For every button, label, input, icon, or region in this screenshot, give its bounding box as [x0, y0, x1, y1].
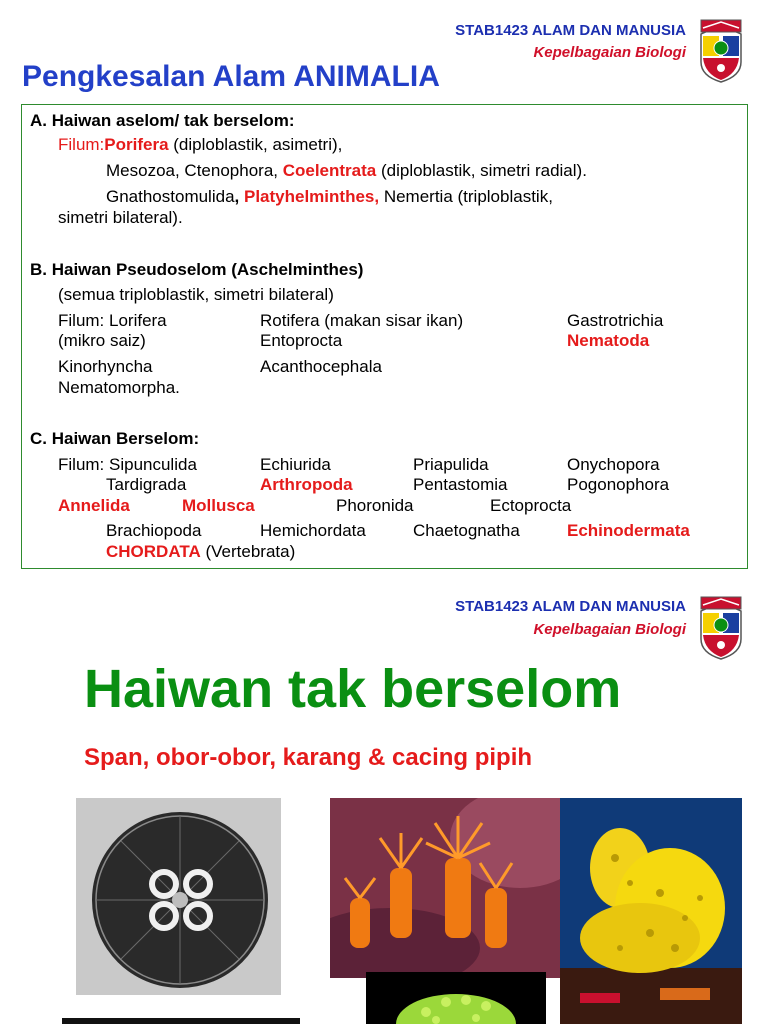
classification-box — [21, 104, 748, 569]
course-title: STAB1423 ALAM DAN MANUSIA — [455, 22, 686, 39]
section-b-r3c1: Kinorhyncha — [58, 357, 153, 376]
section-b-r1c3: Gastrotrichia — [567, 311, 664, 330]
slide-2-subtitle: Span, obor-obor, karang & cacing pipih — [84, 744, 533, 771]
section-b-r1c2: Rotifera (makan sisar ikan) — [260, 311, 464, 330]
slide-2 — [0, 585, 768, 1024]
course-subtitle: Kepelbagaian Biologi — [533, 44, 686, 61]
section-a-line-2: Mesozoa, Ctenophora, Coelentrata (diploblastik, simetri radial). — [106, 161, 587, 180]
section-c-r2-1: Tardigrada — [106, 475, 187, 494]
jellyfish-photo — [76, 798, 281, 995]
section-c-r4-3: Chaetognatha — [413, 521, 520, 540]
section-c-r4-1: Brachiopoda — [106, 521, 202, 540]
section-c-r1-4: Onychopora — [567, 455, 660, 474]
university-crest-icon — [697, 16, 745, 84]
university-crest-icon — [697, 593, 745, 661]
section-c-r1-3: Priapulida — [413, 455, 489, 474]
section-a-line-1: Filum:Porifera (diploblastik, asimetri), — [58, 135, 343, 154]
section-c-r2-2: Arthropoda — [260, 475, 353, 494]
section-b-note: (semua triploblastik, simetri bilateral) — [58, 285, 334, 304]
section-c-r1-1: Filum: Sipunculida — [58, 455, 197, 474]
section-b-r4c1: Nematomorpha. — [58, 378, 180, 397]
section-c-r2-4: Pogonophora — [567, 475, 670, 494]
course-title-2: STAB1423 ALAM DAN MANUSIA — [455, 598, 686, 615]
course-subtitle-2: Kepelbagaian Biologi — [533, 621, 686, 638]
flatworm-photo — [366, 972, 546, 1024]
section-c-r3-2: Mollusca — [182, 496, 255, 515]
section-c-r4-2: Hemichordata — [260, 521, 366, 540]
section-c-r5: CHORDATA (Vertebrata) — [106, 542, 296, 561]
sponge-photo — [560, 798, 742, 1024]
slide-2-title: Haiwan tak berselom — [84, 659, 622, 719]
section-b-r2c3: Nematoda — [567, 331, 650, 350]
section-c-r2-3: Pentastomia — [413, 475, 508, 494]
section-b-r3c2: Acanthocephala — [260, 357, 382, 376]
section-a-heading: A. Haiwan aselom/ tak berselom: — [30, 111, 295, 130]
section-b-r1c1: Filum: Lorifera — [58, 311, 167, 330]
page-title: Pengkesalan Alam ANIMALIA — [22, 60, 440, 93]
section-c-r1-2: Echiurida — [260, 455, 331, 474]
section-a-line-4: simetri bilateral). — [58, 208, 183, 227]
section-b-heading: B. Haiwan Pseudoselom (Aschelminthes) — [30, 260, 364, 279]
section-b-r2c2: Entoprocta — [260, 331, 343, 350]
section-c-r3-1: Annelida — [58, 496, 130, 515]
photo-partial-bar — [62, 1018, 300, 1024]
section-a-line-3: Gnathostomulida, Platyhelminthes, Nemertia (triploblastik, — [106, 187, 553, 206]
section-c-r3-3: Phoronida — [336, 496, 414, 515]
coral-photo — [330, 798, 560, 978]
section-b-r2c1: (mikro saiz) — [58, 331, 146, 350]
section-c-r4-4: Echinodermata — [567, 521, 690, 540]
section-c-r3-4: Ectoprocta — [490, 496, 572, 515]
section-c-heading: C. Haiwan Berselom: — [30, 429, 200, 448]
